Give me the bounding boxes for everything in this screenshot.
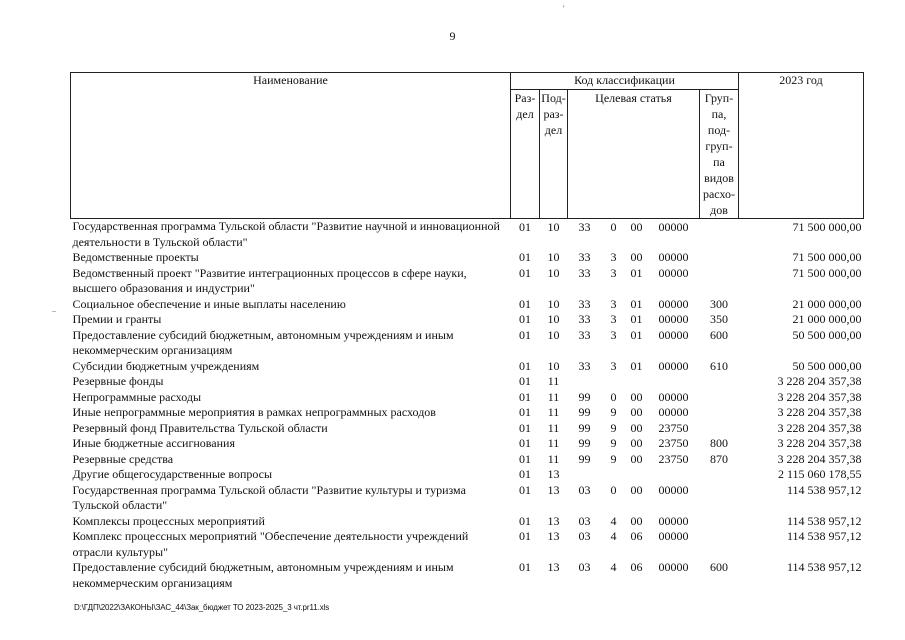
row-expense-type: 300 — [710, 296, 728, 311]
header-podrazdel-line: раз- — [543, 107, 564, 121]
table-row — [71, 219, 864, 251]
table-row — [71, 266, 864, 297]
row-target-program: 33 — [578, 327, 591, 342]
header-target-article: Целевая статья — [568, 90, 700, 219]
row-target-event: 01 — [630, 327, 643, 342]
row-podrazdel: 11 — [547, 420, 560, 435]
row-target-direction: 23750 — [658, 451, 689, 466]
scan-speck: .. — [52, 305, 56, 314]
header-podrazdel-line: дел — [544, 123, 563, 137]
row-target-program: 03 — [578, 482, 591, 497]
row-target-program: 33 — [578, 312, 591, 326]
row-target-event: 00 — [630, 436, 643, 450]
row-target-subprogram: 3 — [610, 358, 617, 373]
row-razdel: 01 — [519, 467, 531, 481]
row-target-event: 00 — [630, 482, 643, 497]
row-name: Непрограммные расходы — [72, 389, 202, 404]
row-name: Резервные фонды — [72, 374, 164, 388]
row-target-subprogram: 3 — [610, 265, 617, 280]
row-target-program: 99 — [578, 436, 591, 450]
row-target-subprogram: 0 — [610, 389, 617, 404]
row-name: Государственная программа Тульской области "Развитие культуры и туризма Тульской области" — [72, 482, 466, 512]
header-name: Наименование — [71, 73, 511, 219]
header-razdel — [511, 90, 540, 219]
row-name: Иные бюджетные ассигнования — [72, 436, 235, 450]
row-podrazdel: 10 — [547, 265, 560, 280]
row-razdel: 01 — [519, 220, 531, 234]
row-amount: 3 228 204 357,38 — [777, 451, 862, 466]
table-body — [71, 219, 864, 592]
row-name: Премии и гранты — [72, 312, 162, 326]
row-expense-type — [700, 467, 739, 483]
row-expense-type — [700, 250, 739, 266]
table-row — [71, 560, 864, 591]
row-razdel: 01 — [519, 482, 531, 497]
row-target-event: 00 — [630, 220, 643, 234]
row-name: Социальное обеспечение и иные выплаты населению — [72, 296, 346, 311]
header-code-classification: Код классификации — [511, 73, 739, 90]
row-amount: 114 538 957,12 — [786, 513, 862, 528]
row-razdel: 01 — [519, 513, 531, 528]
row-expense-type — [700, 405, 739, 421]
header-group-line: видов — [704, 171, 734, 185]
row-target-subprogram: 4 — [610, 529, 617, 543]
row-name: Ведомственные проекты — [72, 250, 199, 264]
row-target-direction: 23750 — [658, 420, 689, 435]
table-row — [71, 359, 864, 375]
row-target-direction — [648, 374, 700, 390]
row-target-event: 00 — [630, 420, 643, 435]
row-target-event: 01 — [630, 296, 643, 311]
row-target-direction: 00000 — [658, 529, 689, 543]
row-target-direction: 00000 — [658, 405, 689, 419]
row-target-subprogram: 4 — [610, 560, 617, 574]
row-target-subprogram: 0 — [610, 220, 617, 234]
row-target-direction: 00000 — [658, 482, 689, 497]
row-target-program: 03 — [578, 513, 591, 528]
row-amount: 3 228 204 357,38 — [777, 405, 862, 419]
row-razdel: 01 — [519, 405, 531, 419]
row-name: Комплекс процессных мероприятий "Обеспечение деятельности учреждений отрасли культуры" — [72, 529, 469, 559]
header-year: 2023 год — [739, 73, 864, 219]
row-podrazdel: 11 — [547, 374, 560, 388]
row-name: Предоставление субсидий бюджетным, автономным учреждениям и иным некоммерческим организациям — [72, 560, 454, 590]
row-expense-type: 610 — [710, 358, 728, 373]
row-amount: 71 500 000,00 — [792, 265, 862, 280]
row-podrazdel: 11 — [547, 389, 560, 404]
table-row — [71, 529, 864, 560]
row-razdel: 01 — [519, 389, 531, 404]
row-amount: 50 500 000,00 — [792, 327, 862, 342]
row-expense-type: 870 — [710, 451, 728, 466]
row-target-direction: 00000 — [658, 389, 689, 404]
header-group-line: груп- — [705, 139, 733, 153]
row-target-program: 03 — [578, 529, 591, 543]
row-amount: 114 538 957,12 — [786, 529, 862, 543]
row-expense-type — [700, 529, 739, 560]
row-target-program: 99 — [578, 405, 591, 419]
row-amount: 2 115 060 178,55 — [777, 467, 862, 481]
row-name: Субсидии бюджетным учреждениям — [72, 358, 260, 373]
row-target-direction: 00000 — [658, 513, 689, 528]
row-target-event: 01 — [630, 312, 643, 326]
row-target-event: 06 — [630, 560, 643, 574]
row-target-subprogram: 3 — [610, 250, 617, 264]
table-row — [71, 374, 864, 390]
row-target-event: 00 — [630, 405, 643, 419]
row-name: Иные непрограммные мероприятия в рамках непрограммных расходов — [72, 405, 436, 419]
budget-table — [70, 72, 864, 591]
row-target-direction: 00000 — [658, 327, 689, 342]
row-target-program: 33 — [578, 220, 591, 234]
row-podrazdel: 11 — [547, 451, 560, 466]
row-podrazdel: 10 — [547, 327, 560, 342]
row-name: Ведомственный проект "Развитие интеграционных процессов в сфере науки, высшего образования и индустрии" — [72, 265, 467, 295]
row-expense-type: 800 — [710, 436, 728, 450]
row-target-subprogram — [602, 374, 626, 390]
row-amount: 21 000 000,00 — [792, 296, 862, 311]
row-razdel: 01 — [519, 420, 531, 435]
row-razdel: 01 — [519, 327, 531, 342]
table-row — [71, 390, 864, 406]
row-podrazdel: 11 — [547, 436, 560, 450]
row-amount: 71 500 000,00 — [792, 250, 862, 264]
row-razdel: 01 — [519, 529, 531, 543]
footer-file-path: D:\ГДП\2022\ЗАКОНЫ\ЗАС_44\Зак_бюджет ТО 2023-2025_3 чт.pr11.xls — [74, 603, 330, 612]
row-podrazdel: 10 — [547, 358, 560, 373]
row-target-event: 01 — [630, 358, 643, 373]
row-podrazdel: 13 — [547, 529, 560, 543]
row-expense-type — [700, 421, 739, 437]
row-podrazdel: 13 — [547, 560, 560, 574]
row-expense-type — [700, 483, 739, 514]
header-podrazdel-line: Под- — [541, 91, 566, 105]
row-target-event: 00 — [630, 451, 643, 466]
row-target-subprogram: 9 — [610, 405, 617, 419]
row-target-direction: 00000 — [658, 220, 689, 234]
row-podrazdel: 10 — [547, 312, 560, 326]
row-name: Другие общегосударственные вопросы — [72, 467, 273, 481]
row-name: Комплексы процессных мероприятий — [72, 513, 265, 528]
header-group-line: Груп- — [704, 91, 734, 105]
row-target-subprogram: 3 — [610, 296, 617, 311]
row-razdel: 01 — [519, 265, 531, 280]
row-target-subprogram — [602, 467, 626, 483]
row-target-event — [626, 374, 648, 390]
table-row — [71, 405, 864, 421]
row-target-program — [568, 467, 602, 483]
row-target-event: 00 — [630, 513, 643, 528]
row-target-program: 03 — [578, 560, 591, 574]
table-row — [71, 328, 864, 359]
row-expense-type — [700, 219, 739, 251]
row-expense-type — [700, 374, 739, 390]
row-name: Резервный фонд Правительства Тульской области — [72, 420, 328, 435]
scan-speck: ' — [563, 4, 565, 13]
row-razdel: 01 — [519, 312, 531, 326]
row-amount: 50 500 000,00 — [792, 358, 862, 373]
row-podrazdel: 10 — [547, 250, 560, 264]
row-target-subprogram: 4 — [610, 513, 617, 528]
row-expense-type — [700, 266, 739, 297]
row-amount: 3 228 204 357,38 — [777, 420, 862, 435]
row-amount: 3 228 204 357,38 — [777, 436, 862, 450]
row-razdel: 01 — [519, 451, 531, 466]
table-row — [71, 467, 864, 483]
header-razdel-line: Раз- — [514, 91, 536, 105]
header-razdel-line: дел — [516, 107, 534, 121]
row-razdel: 01 — [519, 296, 531, 311]
row-amount: 71 500 000,00 — [792, 220, 862, 234]
row-target-program: 33 — [578, 250, 591, 264]
table-row — [71, 452, 864, 468]
row-target-direction: 00000 — [658, 250, 689, 264]
row-podrazdel: 11 — [547, 405, 560, 419]
row-razdel: 01 — [519, 358, 531, 373]
row-podrazdel: 10 — [547, 296, 560, 311]
header-group — [700, 90, 739, 219]
row-target-subprogram: 9 — [610, 436, 617, 450]
row-target-event: 06 — [630, 529, 643, 543]
row-amount: 114 538 957,12 — [786, 560, 862, 574]
table-row — [71, 514, 864, 530]
page-number: 9 — [449, 29, 456, 43]
row-target-event: 00 — [630, 250, 643, 264]
row-target-program: 33 — [578, 265, 591, 280]
row-amount: 114 538 957,12 — [786, 482, 862, 497]
row-podrazdel: 13 — [547, 482, 560, 497]
header-group-line: па — [713, 155, 725, 169]
row-expense-type: 600 — [710, 560, 728, 574]
row-name: Резервные средства — [72, 451, 174, 466]
row-amount: 3 228 204 357,38 — [777, 374, 862, 388]
row-razdel: 01 — [519, 436, 531, 450]
row-target-direction: 00000 — [658, 296, 689, 311]
table-row — [71, 483, 864, 514]
row-target-program: 33 — [578, 358, 591, 373]
row-target-event: 00 — [630, 389, 643, 404]
row-razdel: 01 — [519, 560, 531, 574]
row-target-subprogram: 0 — [610, 482, 617, 497]
row-name: Государственная программа Тульской области "Развитие научной и инновационной деятельности в Тульской области" — [72, 219, 500, 249]
row-podrazdel: 13 — [547, 467, 560, 481]
row-target-subprogram: 9 — [610, 451, 617, 466]
row-razdel: 01 — [519, 250, 531, 264]
row-razdel: 01 — [519, 374, 531, 388]
header-group-line: па, — [711, 107, 727, 121]
row-target-subprogram: 9 — [610, 420, 617, 435]
table-row — [71, 436, 864, 452]
row-target-direction: 00000 — [658, 312, 689, 326]
row-target-direction: 00000 — [658, 358, 689, 373]
row-expense-type — [700, 514, 739, 530]
header-group-line: под- — [707, 123, 731, 137]
row-amount: 3 228 204 357,38 — [777, 389, 862, 404]
row-amount: 21 000 000,00 — [792, 312, 862, 326]
row-target-direction: 00000 — [658, 560, 689, 574]
header-podrazdel — [540, 90, 568, 219]
table-row — [71, 297, 864, 313]
row-expense-type: 350 — [710, 312, 728, 326]
row-target-event — [626, 467, 648, 483]
row-target-direction — [648, 467, 700, 483]
row-target-program: 99 — [578, 451, 591, 466]
row-podrazdel: 10 — [547, 220, 560, 234]
table-row — [71, 250, 864, 266]
row-expense-type — [700, 390, 739, 406]
table-row — [71, 312, 864, 328]
row-target-program: 99 — [578, 389, 591, 404]
row-target-program — [568, 374, 602, 390]
row-target-subprogram: 3 — [610, 312, 617, 326]
row-target-program: 99 — [578, 420, 591, 435]
row-target-direction: 00000 — [658, 265, 689, 280]
header-group-line: дов — [710, 203, 728, 217]
row-target-direction: 23750 — [658, 436, 689, 450]
row-target-subprogram: 3 — [610, 327, 617, 342]
row-name: Предоставление субсидий бюджетным, автономным учреждениям и иным некоммерческим организациям — [72, 327, 454, 357]
header-group-line: расхо- — [702, 187, 736, 201]
row-target-program: 33 — [578, 296, 591, 311]
row-expense-type: 600 — [710, 327, 728, 342]
table-row — [71, 421, 864, 437]
row-podrazdel: 13 — [547, 513, 560, 528]
row-target-event: 01 — [630, 265, 643, 280]
